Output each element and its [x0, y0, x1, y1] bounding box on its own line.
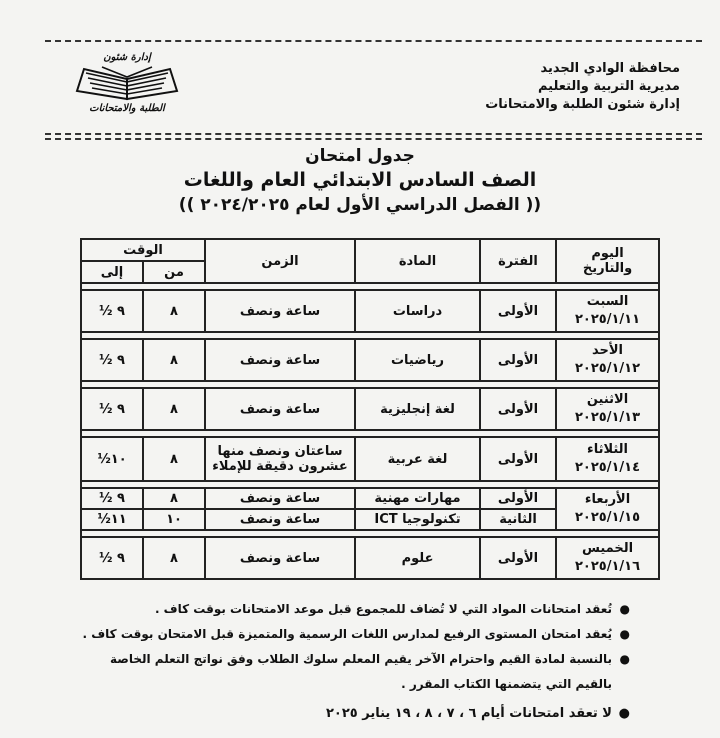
header-from: من: [143, 261, 205, 283]
from-cell: ٨: [143, 537, 205, 579]
day-name: السبت: [586, 294, 629, 309]
header-day: اليوم: [591, 246, 624, 261]
subject-cell: دراسات: [355, 290, 480, 332]
table-row: [81, 488, 659, 509]
day-name: الأحد: [592, 343, 624, 358]
ministry-line-3: إدارة شئون الطلبة والامتحانات: [485, 97, 680, 112]
header-to: إلى: [81, 261, 143, 283]
period-cell: الأولى: [480, 339, 556, 381]
to-cell: ٩ ½: [81, 290, 143, 332]
header-divider-2: [45, 138, 702, 140]
to-cell: ١٠½: [81, 437, 143, 481]
from-cell: ٨: [143, 388, 205, 430]
table-row: [81, 290, 659, 332]
to-cell: ١١½: [81, 509, 143, 530]
table-row: [81, 437, 659, 481]
day-name: الخميس: [581, 541, 634, 556]
note-item-holidays: [70, 701, 630, 726]
duration-cell: ساعة ونصف: [205, 488, 355, 509]
ministry-line-1: محافظة الوادي الجديد: [540, 61, 680, 76]
header-period: الفترة: [480, 239, 556, 283]
note-item: [70, 647, 630, 697]
table-row: [81, 388, 659, 430]
duration-cell: ساعة ونصف: [205, 339, 355, 381]
ministry-line-2: مديرية التربية والتعليم: [537, 79, 680, 94]
to-cell: ٩ ½: [81, 488, 143, 509]
header-divider: [45, 133, 702, 135]
subject-cell: مهارات مهنية: [355, 488, 480, 509]
department-logo: [62, 52, 192, 130]
period-cell: الأولى: [480, 488, 556, 509]
logo-bottom-text: الطلبة والامتحانات: [89, 103, 165, 114]
duration-cell: ساعة ونصف: [205, 509, 355, 530]
title-block: [0, 145, 720, 217]
day-name: الأربعاء: [584, 492, 631, 507]
bullet-icon: ●: [619, 602, 630, 616]
duration-cell: ساعة ونصف: [205, 290, 355, 332]
to-cell: ٩ ½: [81, 339, 143, 381]
duration-cell: ساعة ونصف: [205, 388, 355, 430]
period-cell: الأولى: [480, 537, 556, 579]
top-border: [45, 40, 702, 42]
table-row: [81, 537, 659, 579]
note-text: بالنسبة لمادة القيم واحترام الآخر يقيم المعلم سلوك الطلاب وفق نواتج التعلم الخاصة بالقيم التي يتضمنها الكتاب المقرر .: [109, 652, 612, 691]
header-time: الوقت: [81, 239, 205, 261]
day-name: الاثنين: [586, 392, 629, 407]
exam-date: ٢٠٢٥/١/١٦: [574, 559, 641, 574]
ministry-header: [450, 60, 680, 114]
bullet-icon: ●: [619, 627, 630, 641]
period-cell: الثانية: [480, 509, 556, 530]
subject-cell: تكنولوجيا ICT: [355, 509, 480, 530]
duration-line-2: عشرون دقيقة للإملاء: [212, 459, 348, 474]
period-cell: الأولى: [480, 388, 556, 430]
bullet-icon: ●: [619, 652, 630, 666]
exam-date: ٢٠٢٥/١/١٢: [574, 361, 641, 376]
notes-section: [70, 597, 630, 726]
term-title: (( الفصل الدراسي الأول لعام ٢٠٢٤/٢٠٢٥ )): [178, 195, 542, 215]
header-date: والتاريخ: [582, 261, 633, 276]
subject-cell: لغة عربية: [355, 437, 480, 481]
subject-cell: رياضيات: [355, 339, 480, 381]
exam-date: ٢٠٢٥/١/١٣: [574, 410, 641, 425]
note-text: يُعقد امتحان المستوى الرفيع لمدارس اللغات الرسمية والمتميزة قبل الامتحان بوقت كاف .: [82, 627, 612, 641]
note-item: [70, 597, 630, 622]
from-cell: ٨: [143, 437, 205, 481]
duration-cell: ساعة ونصف: [205, 537, 355, 579]
from-cell: ١٠: [143, 509, 205, 530]
from-cell: ٨: [143, 488, 205, 509]
schedule-title: جدول امتحان: [305, 146, 415, 166]
header-subject: المادة: [355, 239, 480, 283]
note-text: تُعقد امتحانات المواد التي لا تُضاف للمجموع قبل موعد الامتحانات بوقت كاف .: [154, 602, 612, 616]
note-text: لا تعقد امتحانات أيام ٦ ، ٧ ، ٨ ، ١٩ يناير ٢٠٢٥: [325, 706, 612, 721]
period-cell: الأولى: [480, 437, 556, 481]
exam-date: ٢٠٢٥/١/١١: [574, 312, 641, 327]
open-book-icon: [72, 63, 182, 103]
to-cell: ٩ ½: [81, 537, 143, 579]
from-cell: ٨: [143, 339, 205, 381]
bullet-icon: ●: [618, 706, 630, 721]
day-name: الثلاثاء: [587, 442, 628, 457]
table-row: [81, 339, 659, 381]
schedule-table: [80, 238, 660, 580]
duration-line-1: ساعتان ونصف منها: [217, 444, 343, 459]
grade-title: الصف السادس الابتدائي العام واللغات: [183, 169, 537, 191]
header-duration: الزمن: [205, 239, 355, 283]
exam-date: ٢٠٢٥/١/١٥: [574, 510, 641, 525]
subject-cell: لغة إنجليزية: [355, 388, 480, 430]
period-cell: الأولى: [480, 290, 556, 332]
from-cell: ٨: [143, 290, 205, 332]
logo-top-text: إدارة شئون: [103, 52, 151, 63]
exam-date: ٢٠٢٥/١/١٤: [574, 460, 641, 475]
header-day-date: [556, 239, 659, 283]
to-cell: ٩ ½: [81, 388, 143, 430]
subject-cell: علوم: [355, 537, 480, 579]
duration-cell: [205, 437, 355, 481]
note-item: [70, 622, 630, 647]
